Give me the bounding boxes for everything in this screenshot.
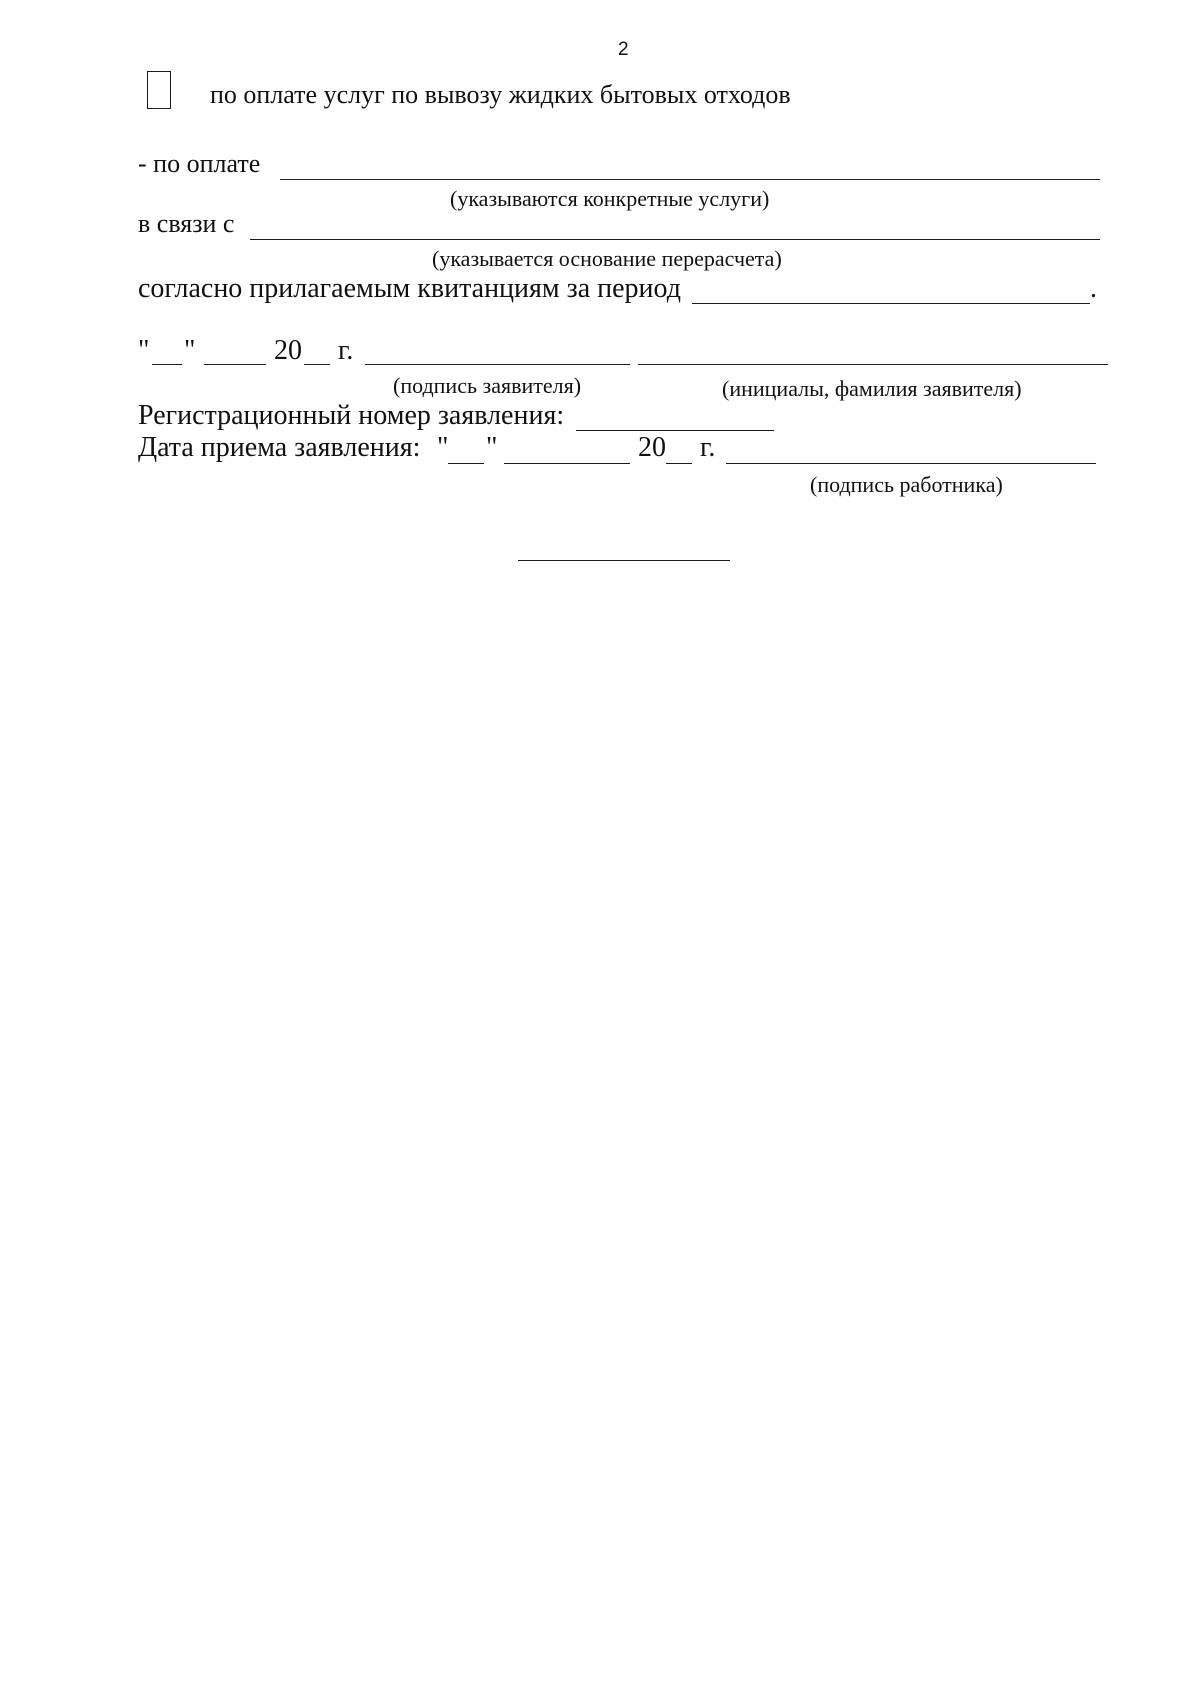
payment-hint: (указываются конкретные услуги) <box>450 186 770 211</box>
employee-signature-hint: (подпись работника) <box>810 472 1003 497</box>
period-prefix: согласно прилагаемым квитанциям за период <box>138 273 681 304</box>
applicant-signature-line[interactable] <box>365 364 630 365</box>
registration-label: Регистрационный номер заявления: <box>138 400 565 431</box>
year-suffix: г. <box>338 335 354 366</box>
registration-input-line[interactable] <box>576 430 774 431</box>
day-input-line[interactable] <box>152 364 182 365</box>
applicant-signature-hint: (подпись заявителя) <box>393 373 582 398</box>
acceptance-month-line[interactable] <box>504 463 630 464</box>
period-input-line[interactable] <box>692 303 1090 304</box>
service-checkbox[interactable] <box>147 71 171 109</box>
page-number: 2 <box>618 39 629 60</box>
reason-prefix: в связи с <box>138 209 235 238</box>
acceptance-quote-close: " <box>486 432 498 463</box>
reason-hint: (указывается основание перерасчета) <box>432 246 782 271</box>
applicant-name-line[interactable] <box>638 364 1108 365</box>
acceptance-year-prefix: 20 <box>638 432 666 463</box>
period-suffix: . <box>1090 273 1097 304</box>
checkbox-label: по оплате услуг по вывозу жидких бытовых отходов <box>210 80 791 109</box>
end-separator-line <box>518 560 730 561</box>
month-input-line[interactable] <box>204 364 266 365</box>
date-quote-open: " <box>138 335 150 366</box>
acceptance-day-line[interactable] <box>448 463 484 464</box>
acceptance-year-line[interactable] <box>666 463 692 464</box>
year-prefix: 20 <box>274 335 302 366</box>
applicant-name-hint: (инициалы, фамилия заявителя) <box>722 376 1022 401</box>
acceptance-quote-open: " <box>437 432 449 463</box>
payment-input-line[interactable] <box>280 179 1100 180</box>
acceptance-label: Дата приема заявления: <box>138 432 421 463</box>
acceptance-year-suffix: г. <box>700 432 716 463</box>
employee-signature-line[interactable] <box>726 463 1096 464</box>
reason-input-line[interactable] <box>250 239 1100 240</box>
year-input-line[interactable] <box>304 364 330 365</box>
payment-prefix: - по оплате <box>138 149 261 178</box>
date-quote-close: " <box>184 335 196 366</box>
